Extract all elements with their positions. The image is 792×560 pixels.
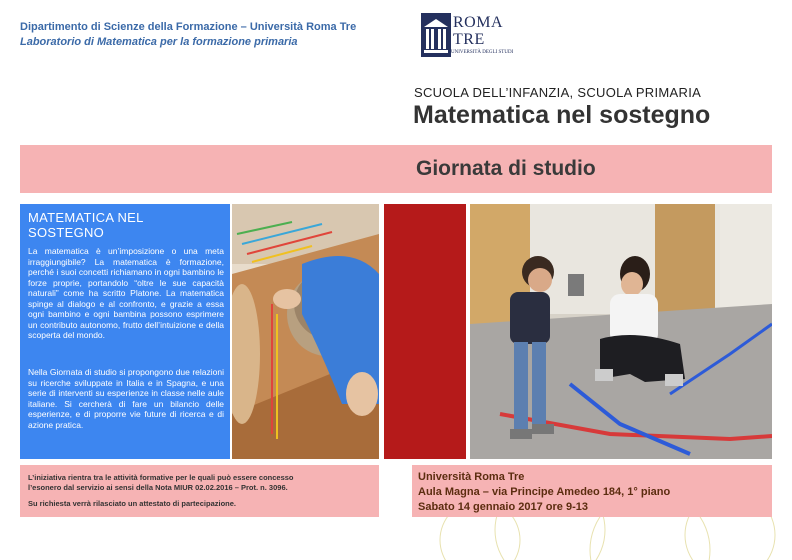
note-box [20, 465, 379, 517]
intro-paragraph-1: La matematica è un’imposizione o una meta irraggiungibile? La matematica è formazione, perché i suoi concetti richiamano in ogni bambino le forze proprie, portandolo “oltre le sue capacità naturali” come ha scritto Platone. La matematica spinge al dialogo e al confronto, e grazie a essa ogni bambino e ogni bambina possono esprimere un contributo autonomo, frutto dell’intuizione e della scoperta del mondo. [28, 246, 224, 340]
logo-text-tre: TRE [453, 31, 485, 48]
photo-teacher-and-child [470, 204, 772, 459]
page-title: Matematica nel sostegno [413, 101, 711, 129]
venue-datetime: Sabato 14 gennaio 2017 ore 9-13 [418, 501, 588, 513]
venue-box [412, 465, 772, 517]
intro-heading [28, 210, 144, 240]
logo-text-university: UNIVERSITÀ DEGLI STUDI [451, 50, 514, 55]
note-line-2: l’esonero dal servizio ai sensi della Nota MIUR 02.02.2016 – Prot. n. 3096. [28, 483, 288, 492]
intro-heading-line2: SOSTEGNO [28, 225, 105, 240]
note-line-3: Su richiesta verrà rilasciato un attestato di partecipazione. [28, 499, 236, 508]
venue-university: Università Roma Tre [418, 471, 525, 483]
event-subtitle: Giornata di studio [416, 157, 596, 180]
department-name: Dipartimento di Scienze della Formazione – Università Roma Tre [20, 21, 357, 33]
venue-place: Aula Magna – via Principe Amedeo 184, 1° piano [418, 486, 671, 498]
photo-child-with-rods [232, 204, 379, 459]
roma-tre-logo [421, 13, 514, 59]
intro-paragraph-2: Nella Giornata di studio si propongono due relazioni su ricerche sviluppate in Italia e in Spagna, e una serie di interventi su esperienze in classe nelle aule italiane. Si cercherà di fare un bilancio delle esperienze, e di proporre vie future di ricerca e di azione pratica. [28, 367, 224, 430]
intro-box [20, 204, 230, 459]
title-band [20, 145, 772, 193]
laboratory-name: Laboratorio di Matematica per la formazione primaria [20, 36, 298, 48]
logo-emblem-icon [421, 13, 451, 57]
logo-text-roma: ROMA [453, 14, 504, 31]
note-line-1: L’iniziativa rientra tra le attività formative per le quali può essere concesso [28, 473, 294, 482]
decorative-red-block [384, 204, 466, 459]
department-header [20, 20, 356, 50]
school-level: SCUOLA DELL’INFANZIA, SCUOLA PRIMARIA [414, 85, 702, 100]
intro-heading-line1: MATEMATICA NEL [28, 210, 144, 225]
